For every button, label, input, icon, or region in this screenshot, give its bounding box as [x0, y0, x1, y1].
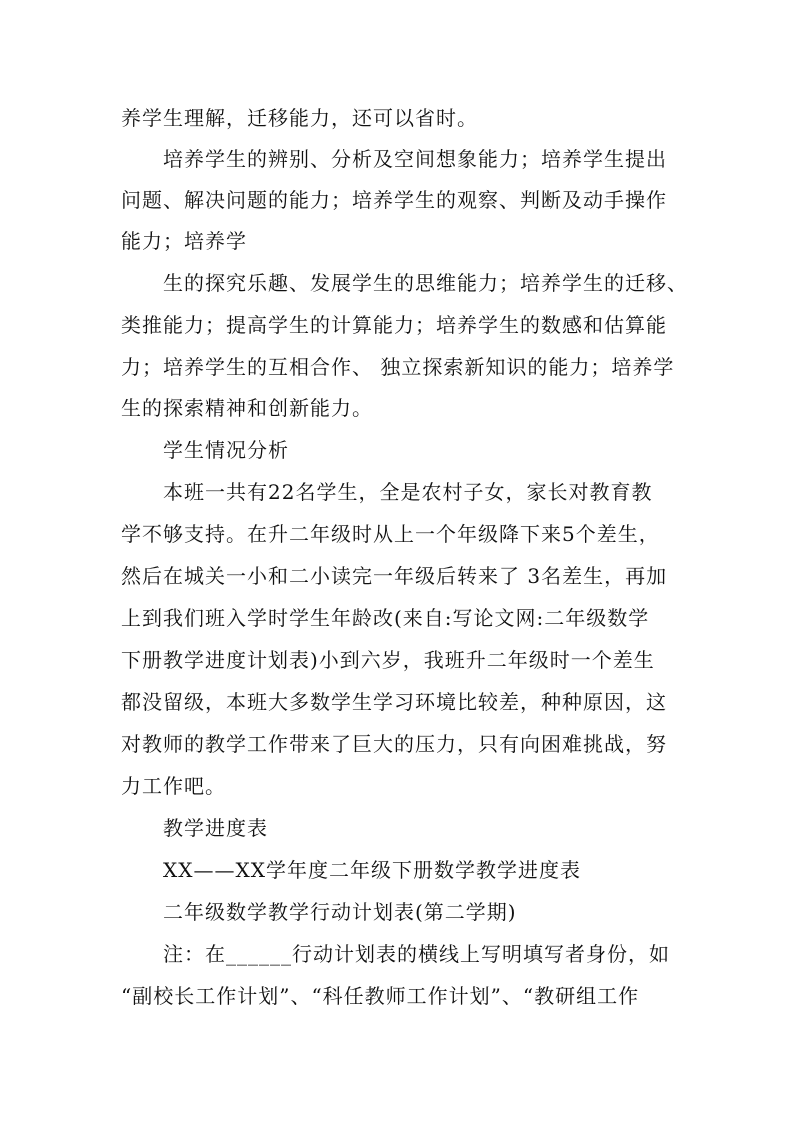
text-line: 培养学生的辨别、分析及空间想象能力；培养学生提出 — [163, 147, 667, 171]
text-line: 力工作吧。 — [121, 774, 226, 798]
text-line: 问题、解决问题的能力；培养学生的观察、判断及动手操作 — [121, 188, 667, 212]
text-line: 力；培养学生的互相合作、 独立探索新知识的能力；培养学 — [121, 355, 675, 379]
text-line: 然后在城关一小和二小读完一年级后转来了 3名差生，再加 — [121, 564, 668, 588]
text-line: 下册教学进度计划表)小到六岁，我班升二年级时一个差生 — [121, 648, 655, 672]
text-line: 类推能力；提高学生的计算能力；培养学生的数感和估算能 — [121, 313, 667, 337]
text-line: 能力；培养学 — [121, 229, 247, 253]
text-line: 上到我们班入学时学生年龄改(来自:写论文网:二年级数学 — [121, 606, 650, 630]
section-heading: 教学进度表 — [163, 816, 268, 840]
text-line: 注：在______行动计划表的横线上写明填写者身份，如 — [163, 942, 670, 966]
text-line: 养学生理解，迁移能力，还可以省时。 — [121, 106, 478, 130]
text-line: XX——XX学年度二年级下册数学教学进度表 — [163, 858, 581, 882]
text-line: 都没留级，本班大多数学生学习环境比较差，种种原因，这 — [121, 690, 667, 714]
text-line: “副校长工作计划”、“科任教师工作计划”、“教研组工作 — [121, 984, 640, 1008]
text-line: 学不够支持。在升二年级时从上一个年级降下来5个差生， — [121, 522, 660, 546]
text-line: 二年级数学教学行动计划表(第二学期) — [163, 900, 517, 924]
section-heading: 学生情况分析 — [163, 438, 289, 462]
text-line: 本班一共有22名学生，全是农村子女，家长对教育教 — [163, 480, 653, 504]
text-line: 生的探索精神和创新能力。 — [121, 396, 373, 420]
text-line: 生的探究乐趣、发展学生的思维能力；培养学生的迁移、 — [163, 271, 688, 295]
text-line: 对教师的教学工作带来了巨大的压力，只有向困难挑战，努 — [121, 732, 667, 756]
